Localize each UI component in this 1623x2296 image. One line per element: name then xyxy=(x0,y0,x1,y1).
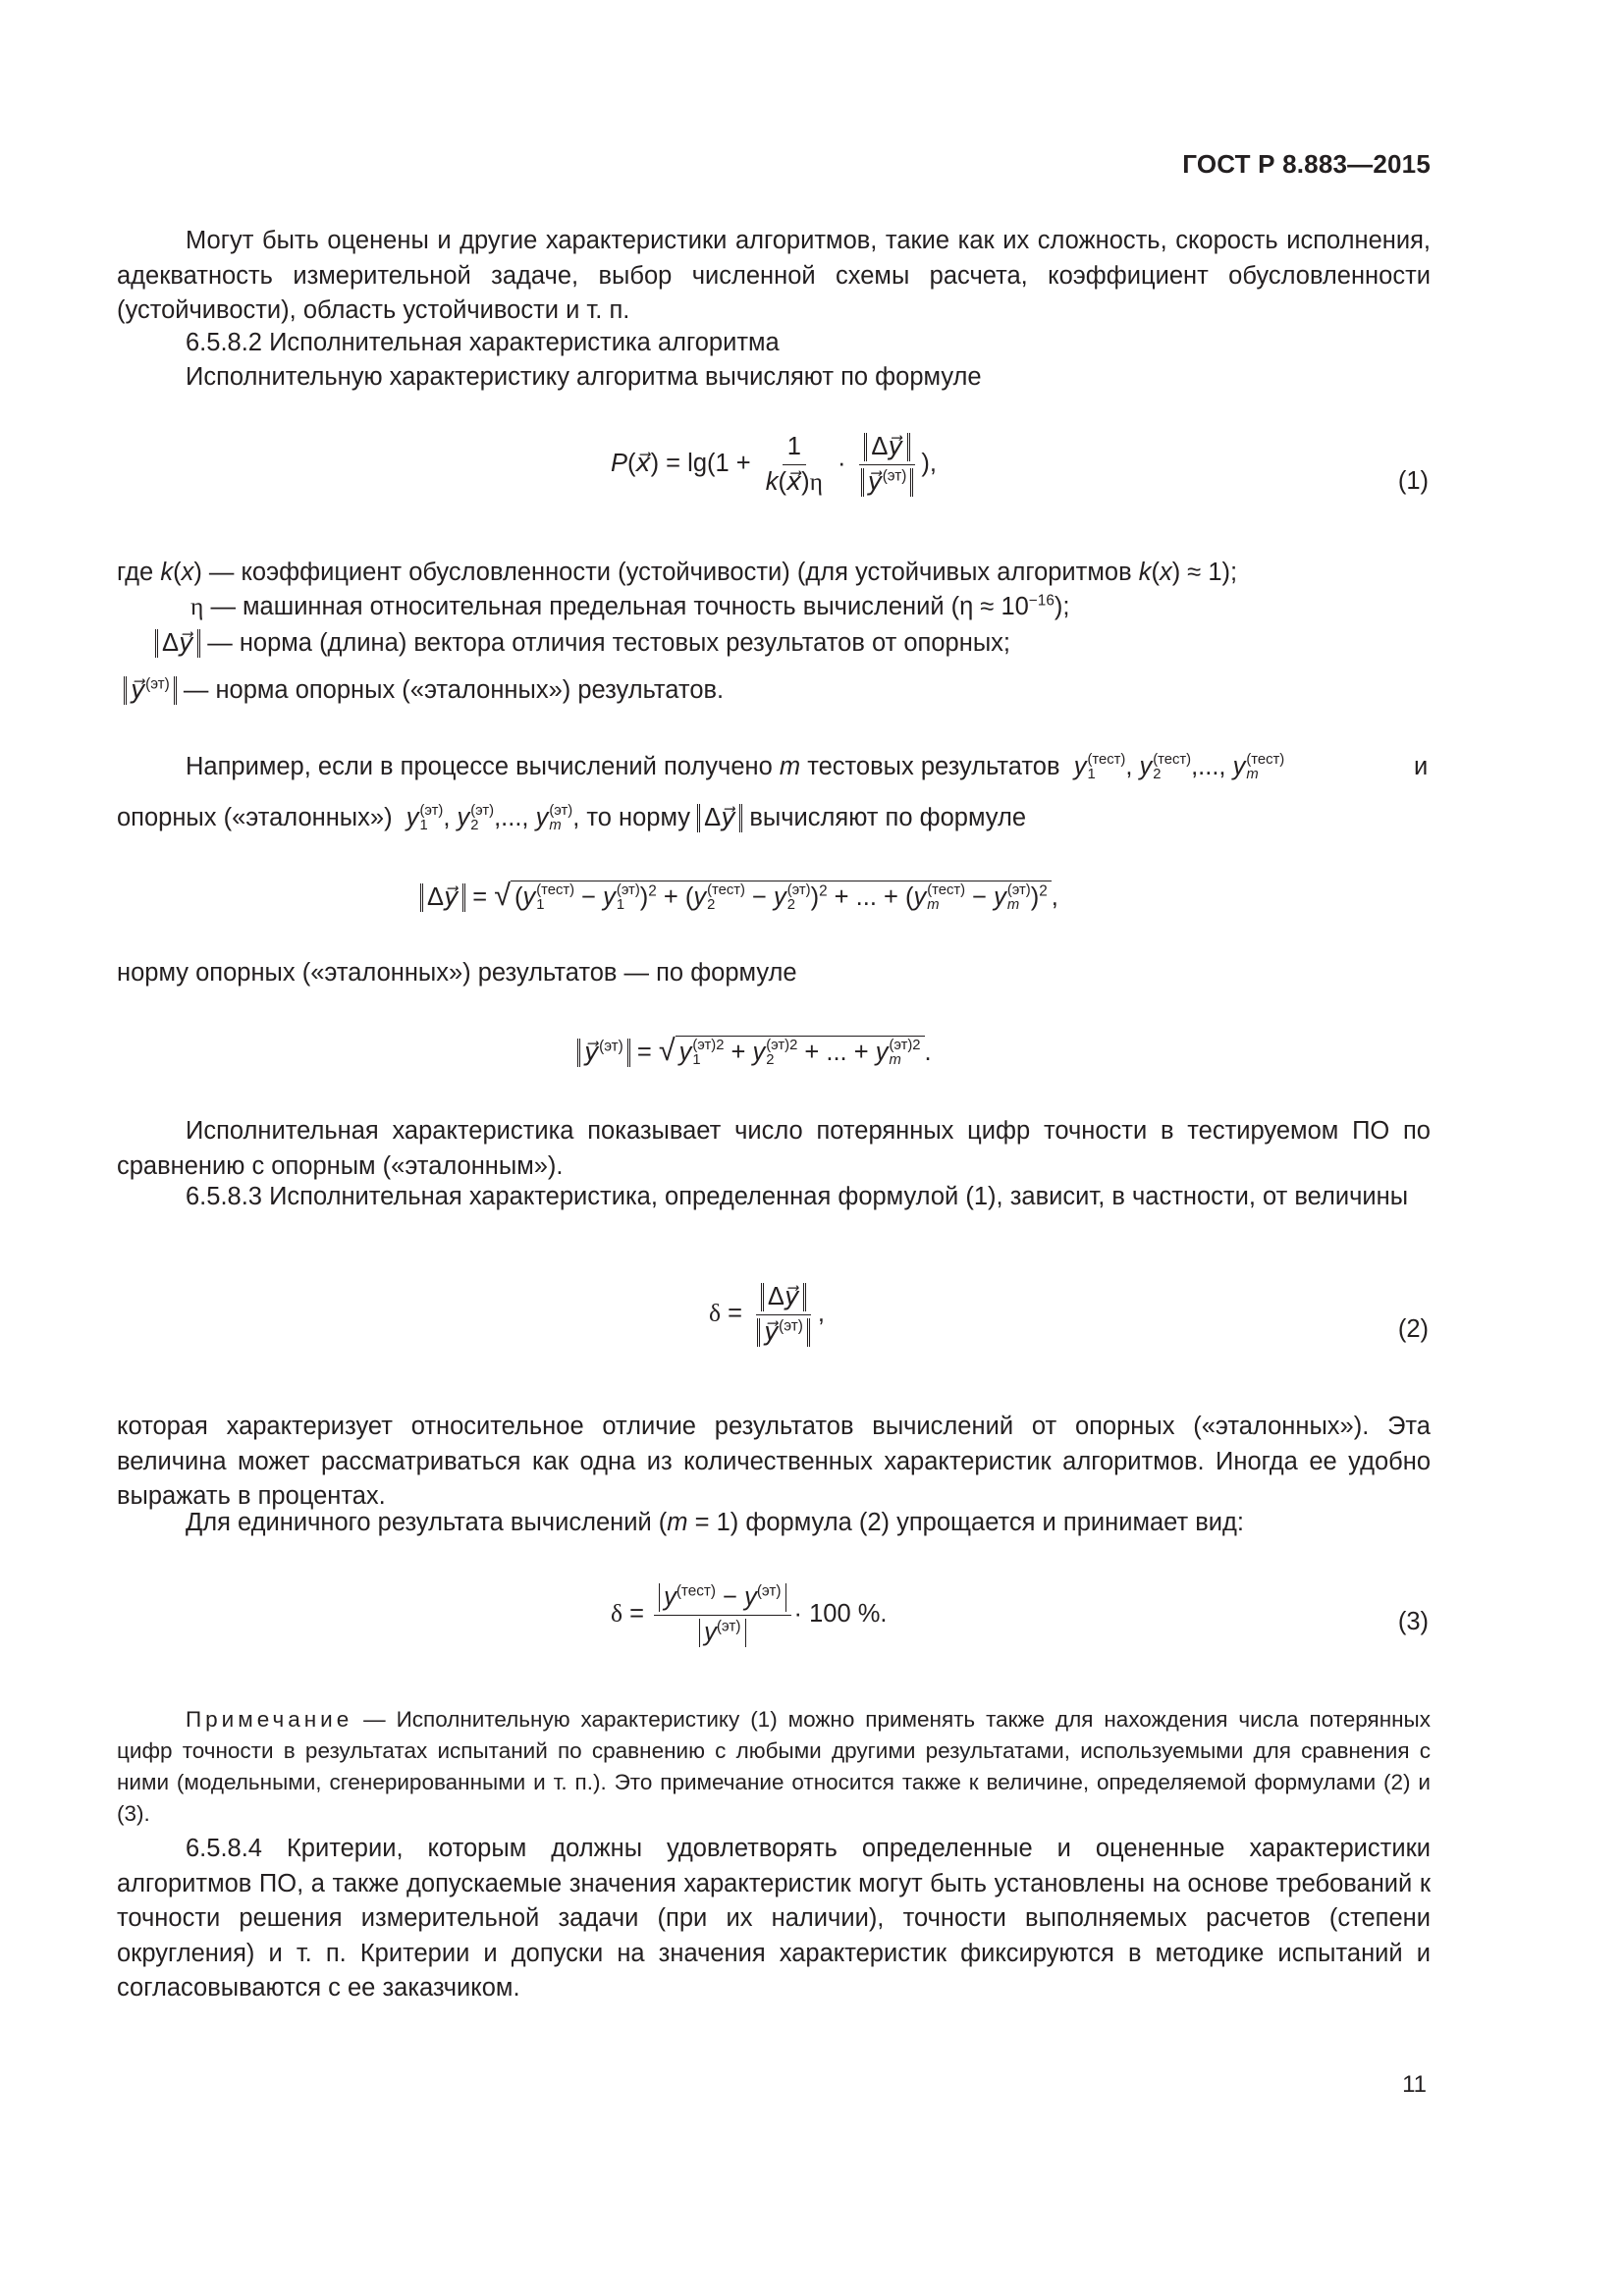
formula-norm-y: y⃗$^{(эт)}$ = √ y (эт)2 1 + y (эт)2 2 + ... + y (эт)2 m . xyxy=(577,1034,932,1069)
paragraph-other-characteristics: Могут быть оценены и другие характеристики алгоритмов, такие как их сложность, скорость исполнения, адекватность измерительной задаче, выбор численной схемы расчета, коэффициент обусловленности (устойчивости), область устойчивости и т. п. xyxy=(117,227,1431,324)
section-6-5-8-3: 6.5.8.3 Исполнительная характеристика, определенная формулой (1), зависит, в частности, от величины xyxy=(186,1183,1409,1210)
equation-number-3: (3) xyxy=(1397,1608,1429,1635)
formula-norm-delta-y: Δy⃗ = √ (y (тест) 1 − y (эт) 1 )$^2$ + (y (тест) 2 − y (эт) 2 )$^2$ + ... + (y (тест) m − y (эт) m )$^2$ , xyxy=(420,879,1058,914)
formula-2: δ = $\frac{\Delta y⃗}{y⃗^{(эт)}}$ , xyxy=(709,1283,825,1346)
section-6-5-8-4: 6.5.8.4 Критерии, которым должны удовлетворять определенные и оцененные характеристики алгоритмов ПО, а также допускаемые значения характеристик могут быть установлены на основе требований к точности решения измерительной задачи (при их наличии), точности выполняемых расчетов (степени округления) и т. п. Критерии и допуски на значения характеристик фиксируются в методике испытаний и согласовываются с ее заказчиком. xyxy=(117,1835,1431,2002)
paragraph-relative-difference: которая характеризует относительное отличие результатов вычислений от опорных («эталонных»). Эта величина может рассматриваться как одна из количественных характеристик алгоритмов. Иногда ее удобно выражать в процентах. xyxy=(117,1413,1431,1510)
equation-number-1: (1) xyxy=(1397,467,1429,495)
paragraph-single-result: Для единичного результата вычислений (m = 1) формула (2) упрощается и принимает вид: xyxy=(186,1509,1245,1536)
formula-1: P(x⃗) = lg(1 + $\frac{1}{k(x⃗)\eta}$ · $\frac{\Delta y⃗}{y⃗^{(эт)}}$ ), xyxy=(611,433,937,496)
paragraph-formula-intro: Исполнительную характеристику алгоритма вычисляют по формуле xyxy=(186,363,982,391)
page-number: 11 xyxy=(1402,2071,1427,2098)
paragraph-characteristic-shows: Исполнительная характеристика показывает число потерянных цифр точности в тестируемом ПО по сравнению с опорным («эталонным»). xyxy=(117,1117,1431,1180)
section-6-5-8-2-title: 6.5.8.2 Исполнительная характеристика алгоритма xyxy=(186,329,780,356)
formula-3: δ = $\frac{y^{(тест)} - y^{(эт)}}{y^{(эт)}}$ · 100 %. xyxy=(611,1582,888,1646)
where-y-norm-line: y⃗$^{(эт)}$ — норма опорных («эталонных») результатов. xyxy=(124,673,724,708)
document-header: ГОСТ Р 8.883—2015 xyxy=(1182,149,1431,179)
equation-number-2: (2) xyxy=(1397,1315,1429,1343)
where-eta-line: η — машинная относительная предельная точность вычислений $(\eta \approx 10^{-16})$; xyxy=(190,592,1070,620)
paragraph-norm-reference: норму опорных («эталонных») результатов — по формуле xyxy=(117,959,797,987)
example-line-1: Например, если в процессе вычислений получено m тестовых результатов y (тест) 1 , y (тест) 2 ,..., y (тест) m xyxy=(186,751,1285,783)
example-and: и xyxy=(1414,753,1429,780)
example-line-2: опорных («эталонных») y (эт) 1 , y (эт) 2 ,..., y (эт) m , то норму Δy⃗ вычисляют по формуле xyxy=(117,802,1027,834)
where-delta-y-line: Δy⃗ — норма (длина) вектора отличия тестовых результатов от опорных; xyxy=(155,626,1010,661)
note-block: Примечание — Исполнительную характеристику (1) можно применять также для нахождения числа потерянных цифр точности в результатах испытаний по сравнению с любыми другими результатами, используемыми для сравнения с ними (модельными, сгенерированными и т. п.). Это примечание относится также к величине, определяемой формулами (2) и (3). xyxy=(117,1707,1431,1826)
note-label: Примечание xyxy=(186,1707,353,1732)
where-k-line: где k(x) — коэффициент обусловленности (устойчивости) (для устойчивых алгоритмов k(x) ≈ 1); xyxy=(117,559,1238,586)
